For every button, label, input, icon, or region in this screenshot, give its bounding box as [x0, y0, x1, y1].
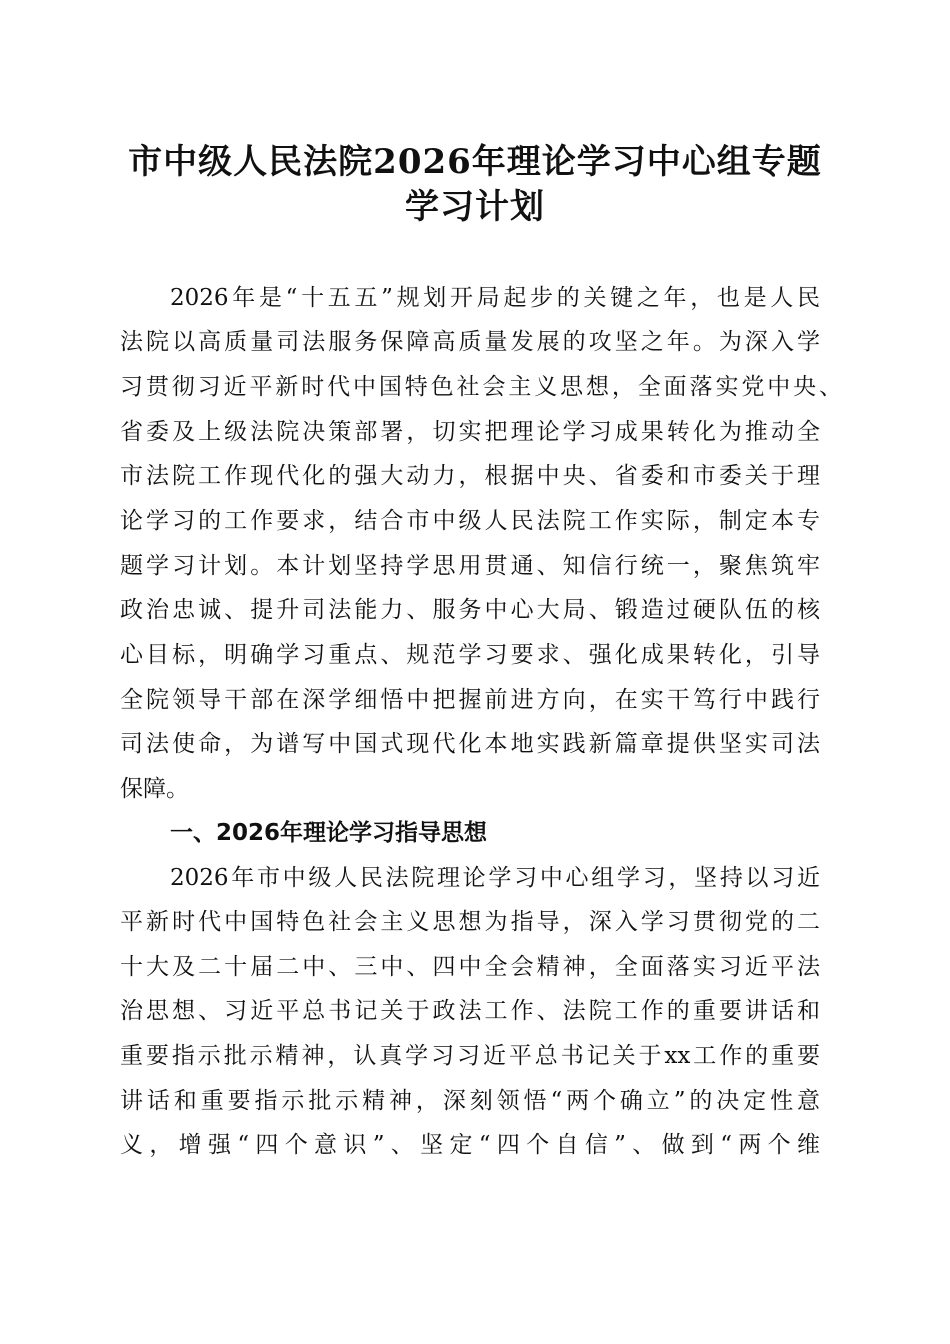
paragraph-line: 论学习的工作要求，结合市中级人民法院工作实际，制定本专: [120, 508, 820, 534]
paragraph-line: 保障。: [120, 776, 189, 802]
section-heading: 一、2026年理论学习指导思想: [170, 820, 488, 846]
paragraph-line: 十大及二十届二中、三中、四中全会精神，全面落实习近平法: [120, 954, 820, 980]
paragraph-line: 省委及上级法院决策部署，切实把理论学习成果转化为推动全: [120, 419, 820, 445]
paragraph-line: 政治忠诚、提升司法能力、服务中心大局、锻造过硬队伍的核: [120, 597, 820, 623]
paragraph-line: 法院以高质量司法服务保障高质量发展的攻坚之年。为深入学: [120, 329, 820, 355]
paragraph-line: 平新时代中国特色社会主义思想为指导，深入学习贯彻党的二: [120, 909, 820, 935]
paragraph-line: 全院领导干部在深学细悟中把握前进方向，在实干笃行中践行: [120, 687, 820, 713]
paragraph-line: 习贯彻习近平新时代中国特色社会主义思想，全面落实党中央、: [120, 374, 842, 400]
paragraph-line: 心目标，明确学习重点、规范学习要求、强化成果转化，引导: [120, 642, 820, 668]
paragraph-line: 司法使命，为谱写中国式现代化本地实践新篇章提供坚实司法: [120, 731, 820, 757]
paragraph-line: 2026年是“十五五”规划开局起步的关键之年，也是人民: [170, 285, 820, 311]
document-title-line-1: 市中级人民法院2026年理论学习中心组专题: [128, 142, 822, 182]
paragraph-line: 题学习计划。本计划坚持学思用贯通、知信行统一，聚焦筑牢: [120, 553, 820, 579]
document-title-line-2: 学习计划: [405, 187, 545, 227]
paragraph-line: 讲话和重要指示批示精神，深刻领悟“两个确立”的决定性意: [120, 1088, 820, 1114]
paragraph-line: 重要指示批示精神，认真学习习近平总书记关于xx工作的重要: [120, 1043, 820, 1069]
paragraph-line: 治思想、习近平总书记关于政法工作、法院工作的重要讲话和: [120, 998, 820, 1024]
paragraph-line: 市法院工作现代化的强大动力，根据中央、省委和市委关于理: [120, 463, 820, 489]
paragraph-line: 2026年市中级人民法院理论学习中心组学习，坚持以习近: [170, 865, 820, 891]
paragraph-line: 义，增强“四个意识”、坚定“四个自信”、做到“两个维: [120, 1132, 820, 1158]
